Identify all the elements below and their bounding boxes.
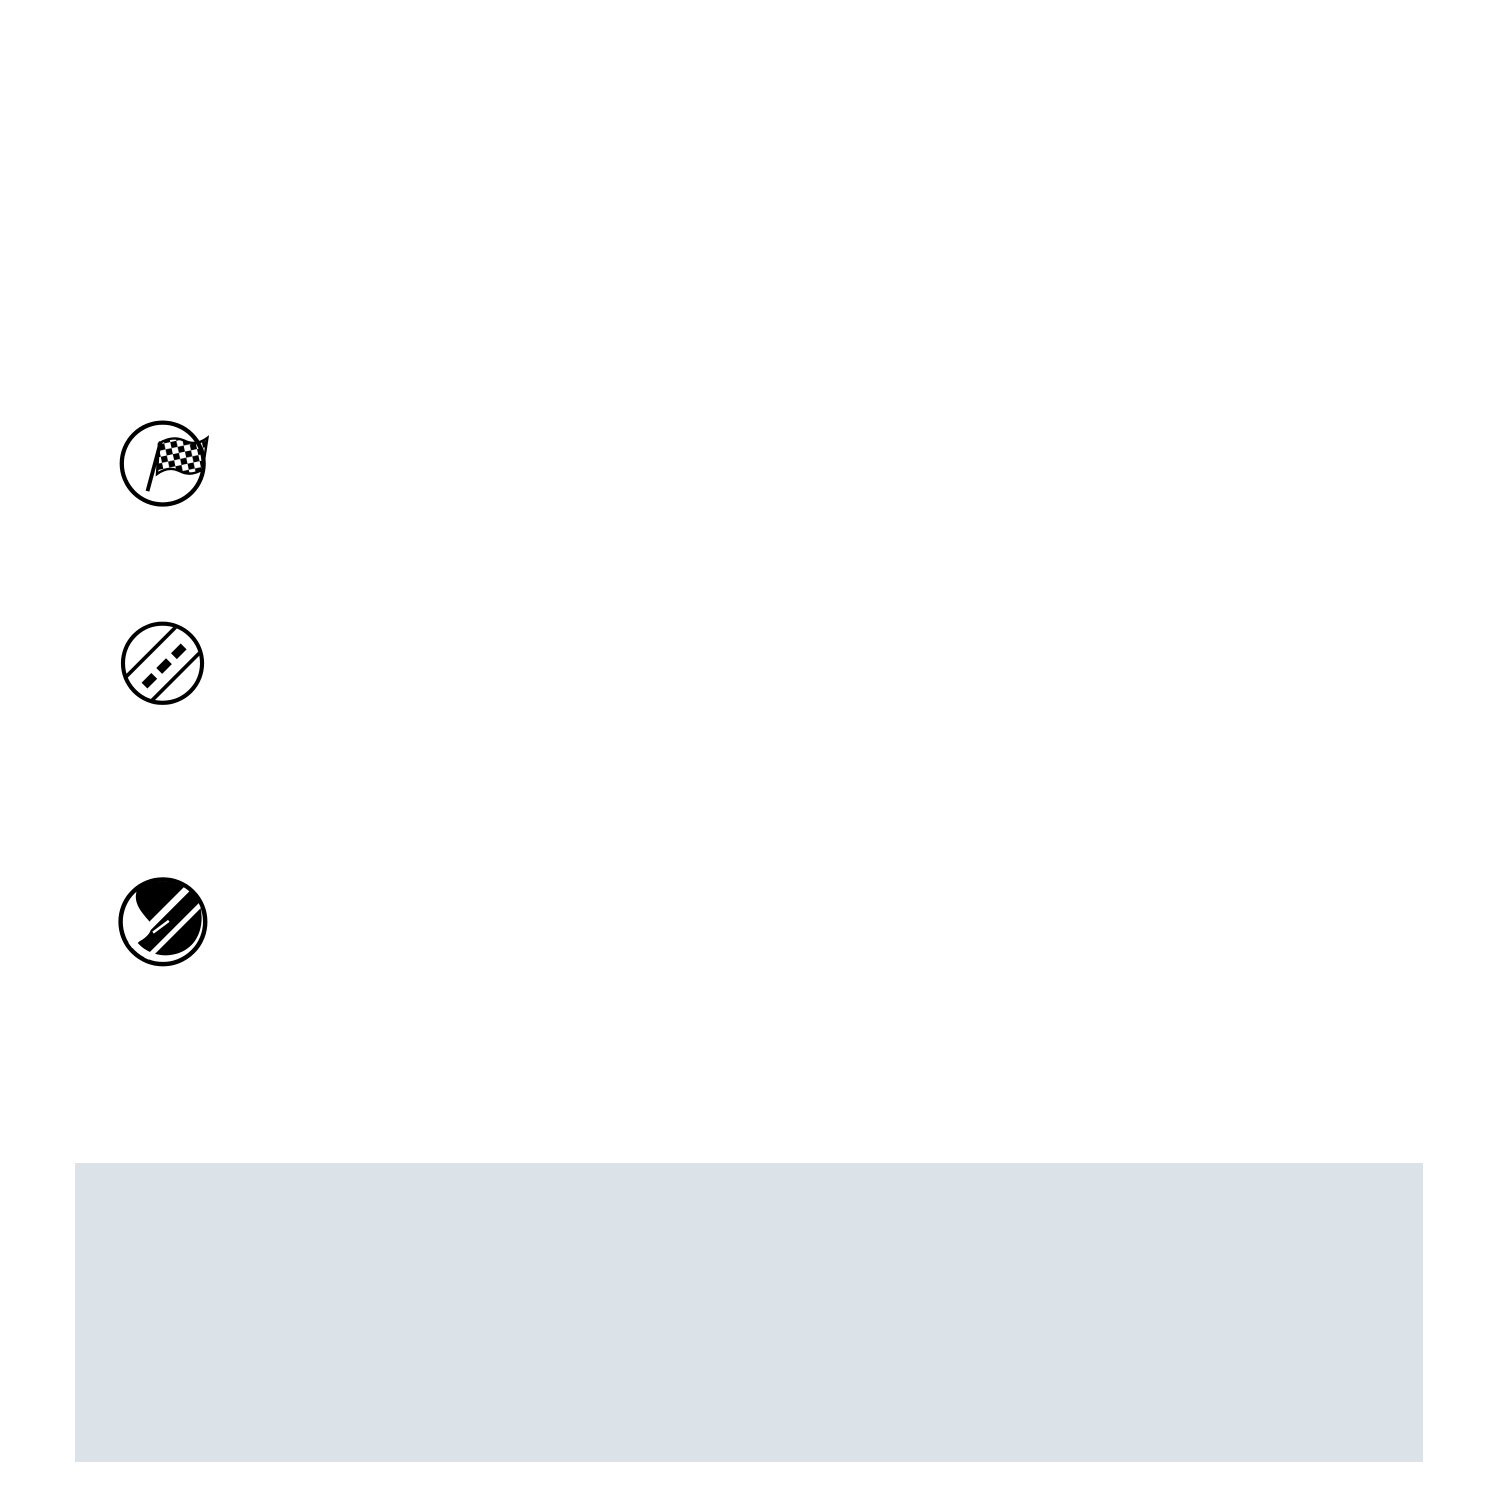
road-ratings-table [75,655,1423,662]
legend [75,1163,1423,1462]
racing-ratings-table [75,455,1423,462]
group-header-row [75,30,1423,58]
offroad-ratings-table [75,908,1423,915]
compatibility-table [75,30,1423,69]
